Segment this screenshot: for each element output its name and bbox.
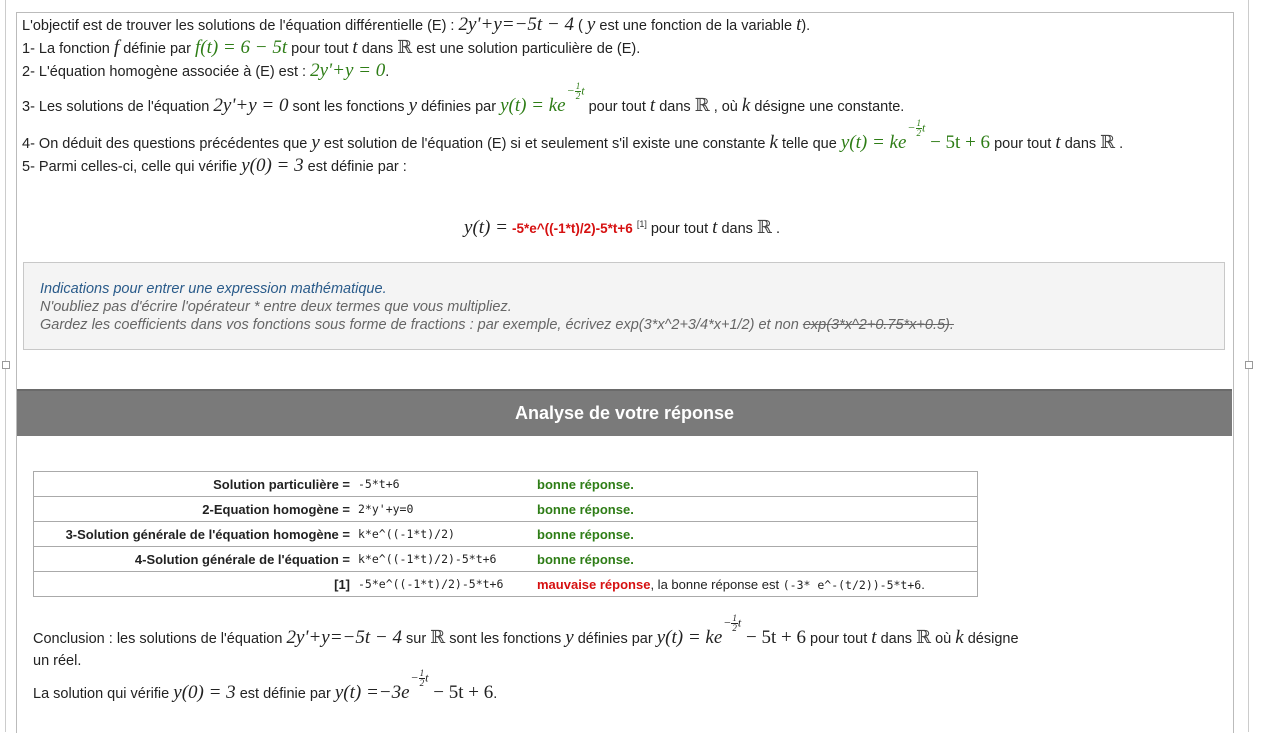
table-row: Solution particulière = -5*t+6 bonne réponse. <box>34 472 978 497</box>
resize-handle-left[interactable] <box>2 361 10 369</box>
question-3: 3- Les solutions de l'équation 2y'+y = 0 sont les fonctions y définies par y(t) = ke− $\frac{1}{2}$ t pour tout t dans ℝ , où k désigne une constante. <box>22 81 905 116</box>
question-block <box>22 14 1222 238</box>
question-5: 5- Parmi celles-ci, celle qui vérifie y(0) = 3 est définie par : <box>22 155 407 176</box>
hint-line-2: N'oubliez pas d'écrire l'opérateur * entre deux termes que vous multipliez. <box>40 299 512 315</box>
table-row-wrong: [1] -5*e^((-1*t)/2)-5*t+6 mauvaise réponse, la bonne réponse est (-3* e^-(t/2))-5*t+6. <box>34 572 978 597</box>
table-row: 2-Equation homogène = 2*y'+y=0 bonne réponse. <box>34 497 978 522</box>
table-row: 4-Solution générale de l'équation = k*e^((-1*t)/2)-5*t+6 bonne réponse. <box>34 547 978 572</box>
table-row: 3-Solution générale de l'équation homogène = k*e^((-1*t)/2) bonne réponse. <box>34 522 978 547</box>
question-4: 4- On déduit des questions précédentes que y est solution de l'équation (E) si et seulement s'il existe une constante k telle que y(t) = ke− $\frac{1}{2}$ t − 5t + 6 pour tout t dans ℝ . <box>22 118 1124 153</box>
answer-ref-marker: [1] <box>636 219 647 229</box>
question-1: 1- La fonction f définie par f(t) = 6 − 5t pour tout t dans ℝ est une solution particulière de (E). <box>22 37 641 58</box>
hint-box <box>23 262 1225 350</box>
reals-symbol: ℝ <box>397 37 413 58</box>
conclusion-line-2: La solution qui vérifie y(0) = 3 est définie par y(t) =−3e− $\frac{1}{2}$ t − 5t + 6. <box>33 668 498 703</box>
q1-equation: f(t) = 6 − 5t <box>194 37 288 58</box>
question-2: 2- L'équation homogène associée à (E) est : 2y'+y = 0. <box>22 60 390 81</box>
ref-link: [1] <box>34 572 355 597</box>
q2-equation: 2y'+y = 0 <box>310 60 386 81</box>
intro-equation: 2y'+y=−5t − 4 <box>458 14 574 35</box>
hint-line-3: Gardez les coefficients dans vos fonctions sous forme de fractions : par exemple, écrivez exp(3*x^2+3/4*x+1/2) et non exp(3*x^2+0.75*x+0.5). <box>40 317 954 333</box>
analysis-header: Analyse de votre réponse <box>17 389 1232 436</box>
hint-title: Indications pour entrer une expression mathématique. <box>40 281 387 297</box>
correct-answer: (-3* e^-(t/2))-5*t+6 <box>782 577 922 592</box>
q4-solution: y(t) = ke− $\frac{1}{2}$ t − 5t + 6 <box>840 118 991 153</box>
q3-solution: y(t) = ke− $\frac{1}{2}$ t <box>500 81 585 116</box>
answer-line: y(t) = -5*e^((-1*t)/2)-5*t+6 [1] pour tout t dans ℝ . <box>464 216 780 238</box>
intro-line: L'objectif est de trouver les solutions de l'équation différentielle (E) : 2y'+y=−5t − 4 ( y est une fonction de la variable t). <box>22 14 811 35</box>
resize-handle-right[interactable] <box>1245 361 1253 369</box>
analysis-table <box>33 471 978 597</box>
student-answer-field[interactable]: -5*e^((-1*t)/2)-5*t+6 <box>511 220 633 236</box>
conclusion-line-1: Conclusion : les solutions de l'équation 2y'+y=−5t − 4 sur ℝ sont les fonctions y définies par y(t) = ke− $\frac{1}{2}$ t − 5t + 6 pour tout t dans ℝ où k désigne un réel. <box>33 613 1019 669</box>
